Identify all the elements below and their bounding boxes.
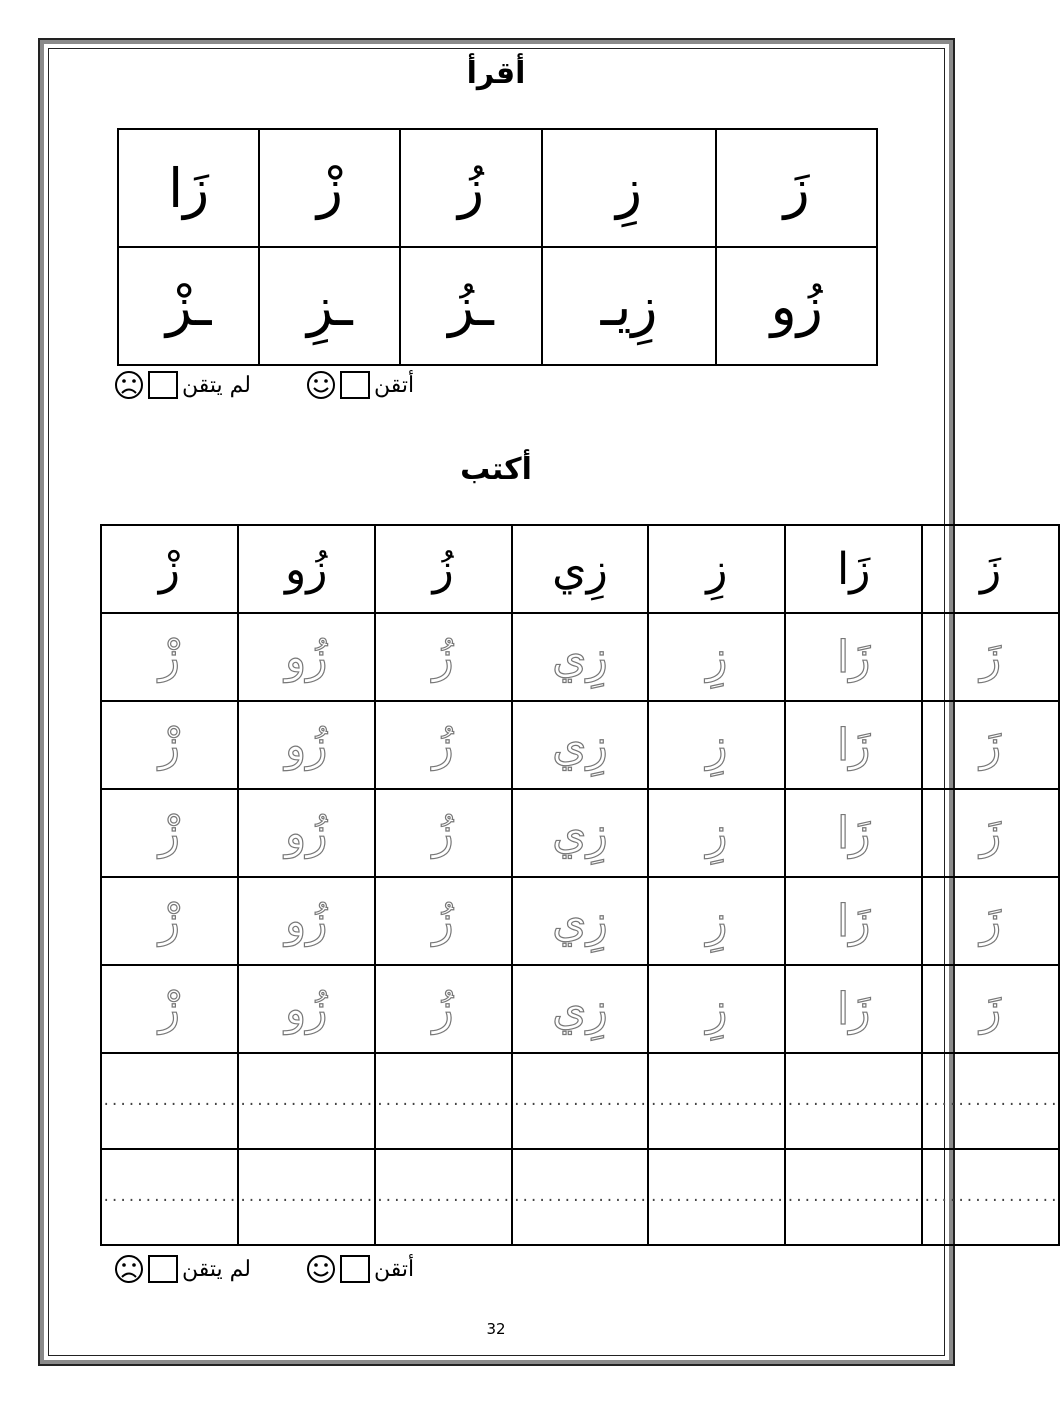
trace-cell[interactable]: زَا: [785, 613, 922, 701]
not-mastered-checkbox[interactable]: [148, 371, 178, 399]
read-cell: ـزُ: [400, 247, 541, 365]
trace-cell[interactable]: زِ: [648, 877, 785, 965]
trace-cell[interactable]: زُو: [238, 701, 375, 789]
read-heading: أقرأ: [466, 56, 526, 91]
not-mastered-evaluation: [114, 370, 251, 400]
blank-cell[interactable]: ................: [101, 1053, 238, 1149]
read-cell: زِيـ: [542, 247, 717, 365]
trace-cell[interactable]: زِي: [512, 789, 649, 877]
read-cell: ـزِ: [259, 247, 400, 365]
trace-cell[interactable]: زِي: [512, 701, 649, 789]
blank-cell[interactable]: ................: [238, 1149, 375, 1245]
trace-cell[interactable]: زُو: [238, 877, 375, 965]
blank-cell[interactable]: ................: [922, 1053, 1059, 1149]
mastered-label: أتقن: [374, 372, 415, 398]
sad-face-icon: [114, 370, 144, 400]
sad-face-icon: [114, 1254, 144, 1284]
mastered-evaluation: [306, 370, 414, 400]
blank-cell[interactable]: ................: [922, 1149, 1059, 1245]
table-row: [118, 247, 877, 365]
trace-cell[interactable]: زْ: [101, 613, 238, 701]
trace-cell[interactable]: زَا: [785, 965, 922, 1053]
write-table: [100, 524, 1060, 1246]
write-heading: أكتب: [460, 452, 532, 487]
trace-cell[interactable]: زِي: [512, 965, 649, 1053]
not-mastered-evaluation: [114, 1254, 251, 1284]
trace-cell[interactable]: زِي: [512, 613, 649, 701]
trace-cell[interactable]: زِ: [648, 789, 785, 877]
model-cell: زُو: [238, 525, 375, 613]
table-row: [101, 613, 1059, 701]
trace-cell[interactable]: زِ: [648, 965, 785, 1053]
blank-cell[interactable]: ................: [238, 1053, 375, 1149]
trace-cell[interactable]: زْ: [101, 701, 238, 789]
not-mastered-checkbox[interactable]: [148, 1255, 178, 1283]
trace-cell[interactable]: زِي: [512, 877, 649, 965]
blank-cell[interactable]: ................: [101, 1149, 238, 1245]
smiley-face-icon: [306, 370, 336, 400]
read-cell: زَ: [716, 129, 877, 247]
trace-cell[interactable]: زُ: [375, 877, 512, 965]
read-cell: زْ: [259, 129, 400, 247]
blank-cell[interactable]: ................: [512, 1053, 649, 1149]
trace-cell[interactable]: زَ: [922, 877, 1059, 965]
read-cell: زُ: [400, 129, 541, 247]
blank-cell[interactable]: ................: [512, 1149, 649, 1245]
trace-cell[interactable]: زَ: [922, 613, 1059, 701]
smiley-face-icon: [306, 1254, 336, 1284]
blank-cell[interactable]: ................: [648, 1149, 785, 1245]
table-row: [101, 877, 1059, 965]
table-row: [101, 965, 1059, 1053]
trace-cell[interactable]: زُ: [375, 701, 512, 789]
read-cell: زِ: [542, 129, 717, 247]
mastered-evaluation: [306, 1254, 414, 1284]
trace-cell[interactable]: زُو: [238, 613, 375, 701]
trace-cell[interactable]: زِ: [648, 701, 785, 789]
trace-cell[interactable]: زَ: [922, 789, 1059, 877]
blank-cell[interactable]: ................: [648, 1053, 785, 1149]
trace-cell[interactable]: زْ: [101, 877, 238, 965]
read-table: [117, 128, 878, 366]
model-cell: زَا: [785, 525, 922, 613]
trace-cell[interactable]: زَ: [922, 965, 1059, 1053]
blank-cell[interactable]: ................: [785, 1053, 922, 1149]
table-row: [118, 129, 877, 247]
read-cell: زَا: [118, 129, 259, 247]
page-number: 32: [486, 1320, 506, 1338]
read-cell: ـزْ: [118, 247, 259, 365]
trace-cell[interactable]: زْ: [101, 789, 238, 877]
trace-cell[interactable]: زُ: [375, 789, 512, 877]
trace-cell[interactable]: زَا: [785, 789, 922, 877]
trace-cell[interactable]: زُو: [238, 965, 375, 1053]
model-cell: زَ: [922, 525, 1059, 613]
table-row: [101, 525, 1059, 613]
table-row: [101, 1053, 1059, 1149]
trace-cell[interactable]: زُو: [238, 789, 375, 877]
blank-cell[interactable]: ................: [375, 1149, 512, 1245]
model-cell: زِي: [512, 525, 649, 613]
read-cell: زُو: [716, 247, 877, 365]
trace-cell[interactable]: زِ: [648, 613, 785, 701]
not-mastered-label: لم يتقن: [182, 1256, 251, 1282]
table-row: [101, 701, 1059, 789]
mastered-checkbox[interactable]: [340, 371, 370, 399]
trace-cell[interactable]: زَا: [785, 701, 922, 789]
trace-cell[interactable]: زَا: [785, 877, 922, 965]
model-cell: زِ: [648, 525, 785, 613]
table-row: [101, 1149, 1059, 1245]
model-cell: زُ: [375, 525, 512, 613]
blank-cell[interactable]: ................: [785, 1149, 922, 1245]
trace-cell[interactable]: زْ: [101, 965, 238, 1053]
model-cell: زْ: [101, 525, 238, 613]
trace-cell[interactable]: زُ: [375, 965, 512, 1053]
mastered-checkbox[interactable]: [340, 1255, 370, 1283]
blank-cell[interactable]: ................: [375, 1053, 512, 1149]
not-mastered-label: لم يتقن: [182, 372, 251, 398]
table-row: [101, 789, 1059, 877]
trace-cell[interactable]: زُ: [375, 613, 512, 701]
trace-cell[interactable]: زَ: [922, 701, 1059, 789]
mastered-label: أتقن: [374, 1256, 415, 1282]
